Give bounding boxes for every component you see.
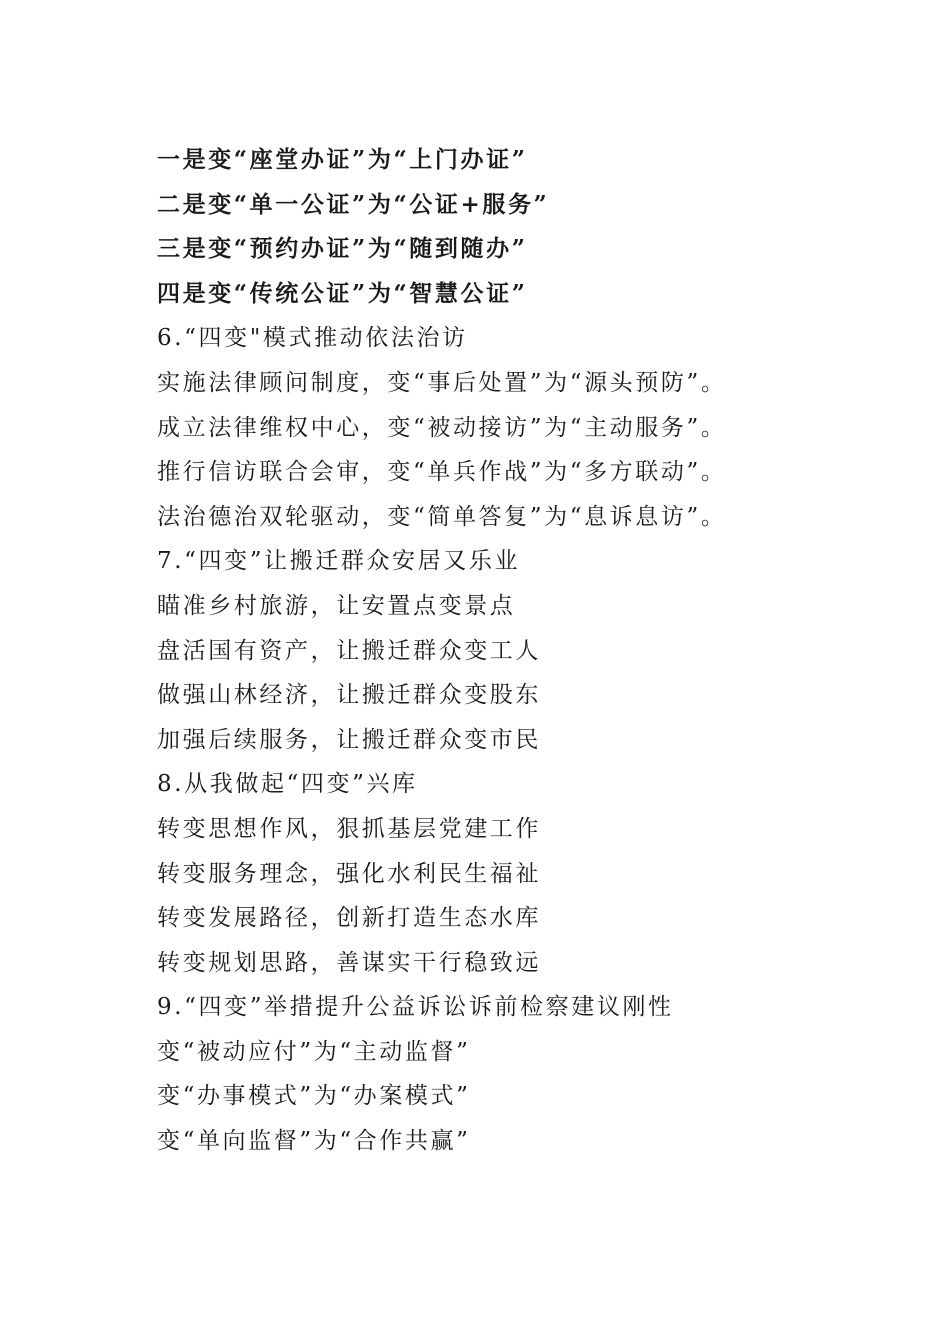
text-line: 变“办事模式”为“办案模式”	[157, 1083, 471, 1110]
text-line: 成立法律维权中心，变“被动接访”为“主动服务”。	[157, 414, 727, 441]
text-line: 一是变“座堂办证”为“上门办证”	[157, 146, 528, 173]
text-line: 转变服务理念，强化水利民生福祉	[157, 860, 541, 887]
section-heading: 9.“四变”举措提升公益诉讼诉前检察建议刚性	[157, 994, 674, 1021]
document-body	[157, 138, 877, 1164]
section-heading: 6.“四变"模式推动依法治访	[157, 325, 468, 352]
text-line: 转变发展路径，创新打造生态水库	[157, 905, 541, 932]
text-line: 实施法律顾问制度，变“事后处置”为“源头预防”。	[157, 369, 727, 396]
text-line: 法治德治双轮驱动，变“简单答复”为“息诉息访”。	[157, 503, 727, 530]
text-line: 转变规划思路，善谋实干行稳致远	[157, 949, 541, 976]
section-heading: 8.从我做起“四变”兴库	[157, 771, 418, 798]
text-line: 变“单向监督”为“合作共赢”	[157, 1128, 471, 1155]
text-line: 推行信访联合会审，变“单兵作战”为“多方联动”。	[157, 459, 727, 486]
text-line: 二是变“单一公证”为“公证+服务”	[157, 190, 550, 218]
text-line: 转变思想作风，狠抓基层党建工作	[157, 815, 541, 842]
text-line: 瞄准乡村旅游，让安置点变景点	[157, 592, 516, 619]
text-line: 做强山林经济，让搬迁群众变股东	[157, 682, 541, 709]
text-line: 变“被动应付”为“主动监督”	[157, 1038, 471, 1065]
section-heading: 7.“四变”让搬迁群众安居又乐业	[157, 548, 521, 575]
text-line: 盘活国有资产，让搬迁群众变工人	[157, 637, 541, 664]
text-line: 三是变“预约办证”为“随到随办”	[157, 235, 528, 263]
text-line: 四是变“传统公证”为“智慧公证”	[157, 279, 528, 307]
text-line: 加强后续服务，让搬迁群众变市民	[157, 726, 541, 753]
